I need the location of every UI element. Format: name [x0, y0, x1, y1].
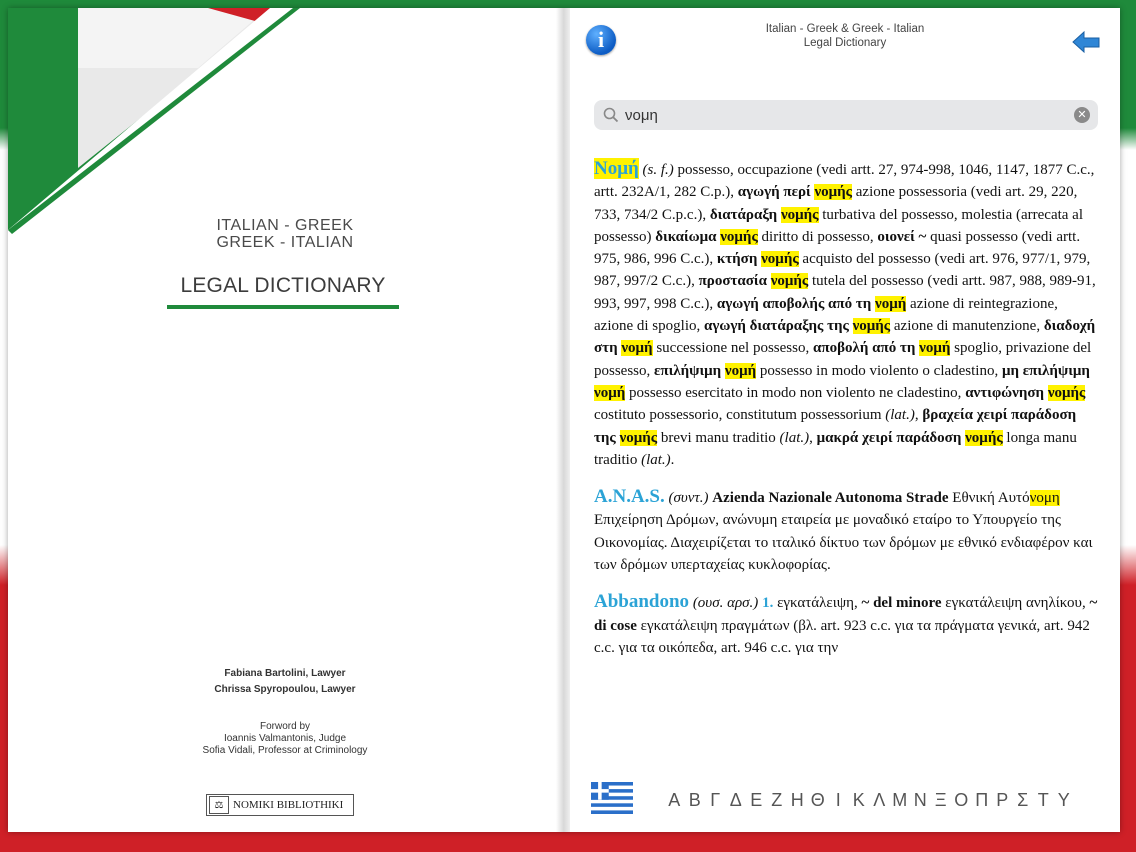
alphabet-letter[interactable]: Ρ [996, 790, 1009, 810]
entry-text: εγκατάλειψη, [773, 595, 862, 612]
cover-title-underline [167, 305, 399, 309]
entry-text: οιονεί ~ [877, 228, 927, 245]
search-match: νομής [852, 318, 891, 335]
entry-text: successione nel possesso, [652, 340, 813, 357]
search-match: νομή [621, 340, 653, 357]
entry-text: azione di manutenzione, [890, 318, 1044, 335]
publisher-logo [206, 794, 354, 816]
entry-text: ~ di cose [594, 595, 1098, 634]
entry-text: possesso in modo violento o cladestino, [756, 362, 1002, 379]
foreword-name-2: Sofia Vidali, Professor at Criminology [202, 745, 368, 756]
entry-text: brevi manu traditio [657, 429, 780, 446]
entry-text: possesso, occupazione (vedi artt. 27, 974-998, 1046, 1147, 1877 C.c., artt. 232A/1, 282 C.p.), [594, 162, 1095, 201]
entry-text: (lat.) [885, 407, 915, 424]
search-match: νομής [619, 429, 658, 446]
alphabet-letter[interactable]: Ξ [934, 790, 947, 810]
search-icon [603, 107, 619, 123]
alphabet-letter[interactable]: Τ [1037, 790, 1049, 810]
entry-text: αγωγή αποβολής από τη [716, 295, 876, 312]
page-title [710, 22, 980, 50]
entry-headword[interactable]: A.N.A.S. [594, 486, 665, 508]
entry-text: quasi possesso (vedi artt. 975, 986, 996 C.c.), [594, 228, 1081, 268]
entry-grammar: (s. f.) [642, 162, 674, 178]
entry-text: επιλήψιμη [654, 362, 725, 379]
foreword-label: Forword by [259, 721, 310, 732]
entry-text: , [914, 407, 923, 424]
entry-text: αγωγή περί [737, 184, 815, 201]
entry-headword[interactable]: Νομή [594, 158, 639, 179]
entry-text: αποβολή από τη [812, 340, 920, 357]
search-match: νομής [761, 251, 799, 268]
back-arrow-icon[interactable] [1072, 30, 1100, 54]
cover-languages [8, 217, 562, 251]
entry-text: diritto di possesso, [757, 228, 878, 245]
page-title-line-1: Italian - Greek & Greek - Italian [765, 23, 925, 35]
alphabet-letter[interactable]: Ν [913, 790, 927, 810]
dictionary-entry [594, 486, 1100, 576]
publisher-name: NOMIKI BIBLIOTHIKI [233, 799, 344, 811]
alphabet-letter[interactable]: Λ [873, 790, 886, 810]
search-match: νομή [724, 362, 757, 379]
entry-text: δικαίωμα [655, 228, 721, 245]
clear-icon[interactable]: ✕ [1074, 107, 1090, 123]
alphabet-letter[interactable]: Ε [750, 790, 763, 810]
alphabet-letter[interactable]: Π [975, 790, 989, 810]
entry-text: αγωγή διατάραξης της [703, 318, 853, 335]
results-list [594, 158, 1100, 762]
alphabet-letter[interactable]: Γ [710, 790, 721, 810]
alphabet-letter[interactable]: Ο [954, 790, 969, 810]
dictionary-entry [594, 158, 1100, 471]
italian-flag-corner [8, 8, 308, 248]
cover-authors [8, 666, 562, 698]
search-match: νομής [965, 429, 1003, 446]
search-bar[interactable] [594, 100, 1098, 130]
dictionary-page [570, 8, 1120, 832]
publisher-emblem-icon: ⚖ [209, 796, 229, 814]
entry-text: μη επιλήψιμη [1001, 362, 1090, 379]
entry-text: (lat.) [641, 451, 671, 468]
search-match: νομής [720, 228, 758, 245]
alphabet-letter[interactable]: Β [688, 790, 701, 810]
entry-grammar: (ουσ. αρσ.) [692, 595, 759, 612]
entry-text: spoglio, privazione del possesso, [594, 340, 1092, 379]
search-match: νομη [1029, 490, 1060, 507]
entry-text: Εθνική Αυτό [948, 490, 1030, 507]
entry-text: , [809, 429, 817, 446]
cover-title: LEGAL DICTIONARY [180, 274, 386, 297]
search-input[interactable]: νομη [625, 106, 658, 124]
entry-text: . [670, 451, 675, 468]
entry-text: 1. [762, 595, 774, 612]
entry-text: acquisto del possesso (vedi art. 976, 977/1, 979, 987, 997/2 C.c.), [594, 251, 1091, 290]
alphabet-letter[interactable]: Α [668, 790, 681, 810]
alphabet-letter[interactable]: Θ [810, 790, 825, 810]
search-match: νομή [919, 340, 951, 357]
entry-text: κτήση [716, 251, 762, 268]
search-match: νομής [770, 273, 809, 290]
cover-language-line-2: GREEK - ITALIAN [216, 234, 354, 251]
author-1: Fabiana Bartolini, Lawyer [224, 668, 346, 679]
alphabet-index [664, 790, 1120, 811]
search-match: νομής [814, 184, 853, 201]
alphabet-letter[interactable]: Υ [1057, 790, 1070, 810]
entry-text: μακρά χειρί παράδοση [816, 429, 966, 446]
entry-grammar: (συντ.) [668, 490, 709, 507]
entry-text: προστασία [698, 273, 771, 290]
alphabet-letter[interactable]: Δ [729, 790, 742, 810]
entry-text: βραχεία χειρί παράδοση της [594, 407, 1077, 446]
cover-language-line-1: ITALIAN - GREEK [216, 217, 354, 234]
entry-text: εγκατάλειψη ανηλίκου, [941, 595, 1090, 612]
book [8, 8, 1120, 832]
entry-text: azione possessoria (vedi art. 29, 220, 733, 734/2 C.p.c.), [594, 184, 1078, 223]
alphabet-letter[interactable]: Μ [892, 790, 908, 810]
dictionary-entry [594, 591, 1100, 659]
entry-text: costituto possessorio, constitutum possessorium [594, 407, 886, 424]
info-icon[interactable]: i [586, 25, 616, 55]
search-match: νομή [875, 295, 907, 312]
search-match: νομή [594, 384, 626, 401]
book-spine [556, 8, 570, 832]
foreword-name-1: Ioannis Valmantonis, Judge [223, 733, 347, 744]
greek-flag-icon[interactable] [591, 782, 633, 814]
page-title-line-2: Legal Dictionary [803, 37, 887, 49]
author-2: Chrissa Spyropoulou, Lawyer [214, 684, 356, 695]
entry-headword[interactable]: Abbandono [594, 591, 690, 613]
entry-text: Azienda Nazionale Autonoma Strade [712, 490, 949, 507]
entry-text: Επιχείρηση Δρόμων, ανώνυμη εταιρεία με μοναδικό εταίρο το Υπουργείο της Οικονομίας. Διαχειρίζεται το ιταλικό δίκτυο των δρόμων με εθνικό ενδιαφέρον και των δρόμων υπερταχείας κυκλοφορίας. [594, 512, 1093, 574]
entry-text: longa manu traditio [594, 429, 1077, 468]
entry-text: (lat.) [779, 429, 810, 446]
alphabet-letter[interactable]: Ι [835, 790, 841, 810]
cover-foreword [8, 721, 562, 757]
alphabet-letter[interactable]: Η [790, 790, 804, 810]
entry-text: azione di reintegrazione, azione di spoglio, [594, 295, 1058, 335]
entry-text: ~ del minore [861, 595, 942, 612]
cover-page [8, 8, 562, 832]
entry-text: αντιφώνηση [965, 384, 1048, 401]
entry-text: possesso esercitato in modo non violento ne cladestino, [625, 384, 966, 401]
search-match: νομής [1047, 384, 1086, 401]
alphabet-letter[interactable]: Σ [1017, 790, 1029, 810]
alphabet-letter[interactable]: Ζ [771, 790, 783, 810]
entry-text: tutela del possesso (vedi artt. 987, 988, 989-91, 993, 997, 998 C.c.), [594, 273, 1096, 312]
entry-text: διαδοχή στη [594, 318, 1096, 357]
alphabet-letter[interactable]: Κ [852, 790, 865, 810]
entry-text: εγκατάλειψη πραγμάτων (βλ. art. 923 c.c. για τα πράγματα γενικά, art. 942 c.c. για τα οικόπεδα, art. 946 c.c. για την [594, 617, 1090, 656]
search-match: νομής [780, 206, 819, 223]
entry-text: διατάραξη [709, 206, 781, 223]
entry-text: turbativa del possesso, molestia (arrecata al possesso) [594, 206, 1084, 245]
